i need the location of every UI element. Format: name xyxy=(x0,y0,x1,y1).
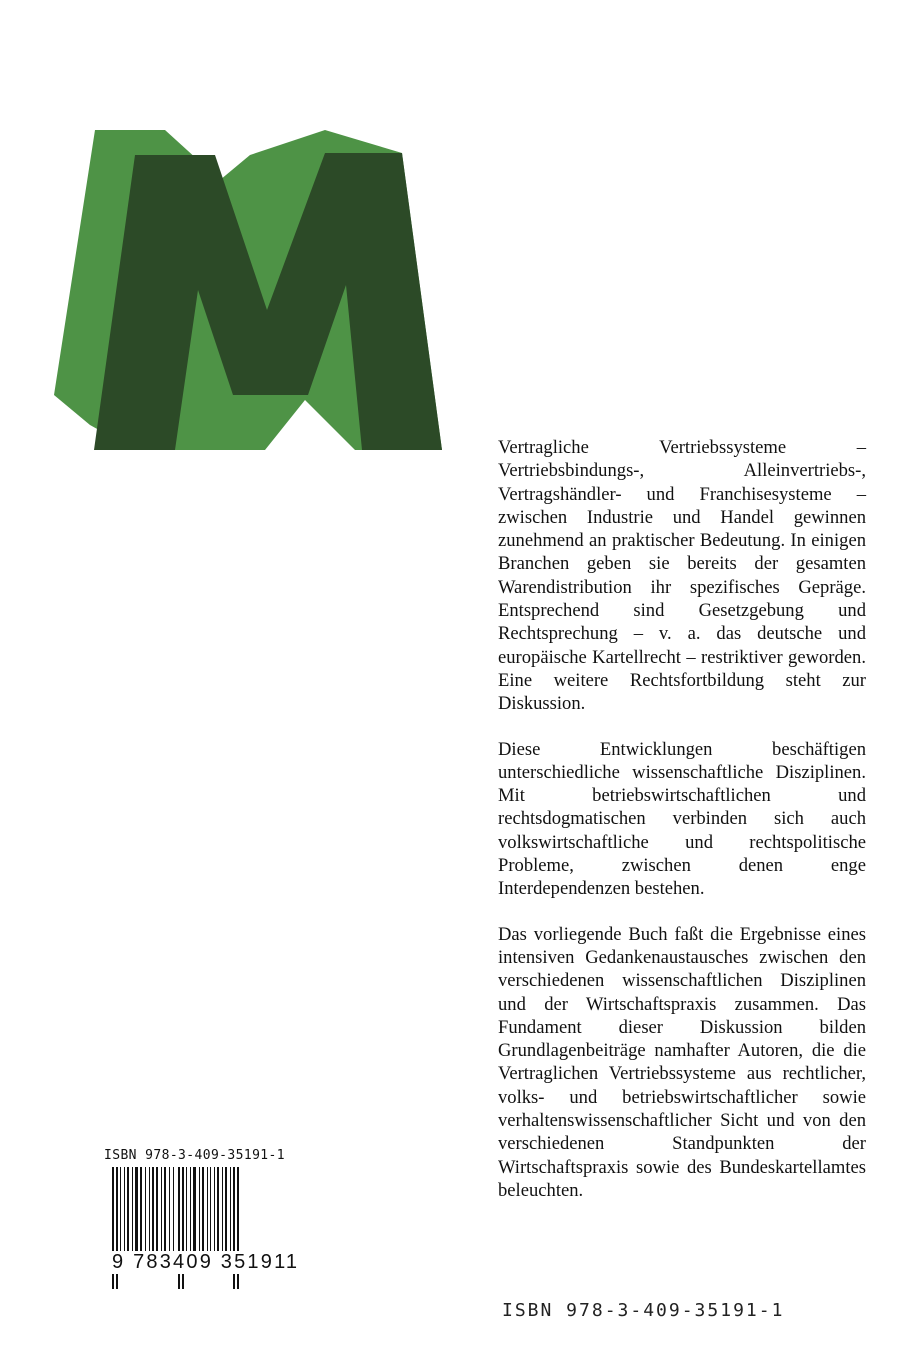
description-paragraph-1: Vertragliche Vertriebssysteme – Vertriebsbindungs-, Alleinvertriebs-, Vertragshändler- und Franchisesysteme – zwischen Industrie und Handel gewinnen zunehmend an praktischer Bedeutung. In einigen Branchen geben sie bereits der gesamten Warendistribution ihr spezifisches Gepräge. Entsprechend sind Gesetzgebung und Rechtsprechung – v. a. das deutsche und europäische Kartellrecht – restriktiver geworden. Eine weitere Rechtsfortbildung steht zur Diskussion. xyxy=(498,437,866,715)
barcode-block xyxy=(102,1148,334,1291)
description-paragraph-2: Diese Entwicklungen beschäftigen unterschiedliche wissenschaftliche Disziplinen. Mit betriebswirtschaftlichen und rechtsdogmatischen verbinden sich auch volkswirtschaftliche und rechtspolitische Probleme, zwischen denen enge Interdependenzen bestehen. xyxy=(498,738,866,900)
description-paragraph-3: Das vorliegende Buch faßt die Ergebnisse eines intensiven Gedankenaustausches zwischen den verschiedenen wissenschaftlichen Disziplinen und der Wirtschaftspraxis zusammen. Das Fundament dieser Diskussion bilden Grundlagenbeiträge namhafter Autoren, die die Vertraglichen Vertriebssysteme aus rechtlicher, volks- und betriebswirtschaftlicher sowie verhaltenswissenschaftlicher Sicht und von den verschiedenen Standpunkten der Wirtschaftspraxis sowie des Bundeskartellamtes beleuchten. xyxy=(498,923,866,1201)
barcode-digits: 9 783409 351911 xyxy=(112,1251,300,1273)
footer-isbn: ISBN 978-3-409-35191-1 xyxy=(502,1300,785,1321)
barcode-isbn-label: ISBN 978-3-409-35191-1 xyxy=(104,1148,285,1163)
m-logo xyxy=(50,125,450,455)
cover-description xyxy=(498,436,866,1202)
